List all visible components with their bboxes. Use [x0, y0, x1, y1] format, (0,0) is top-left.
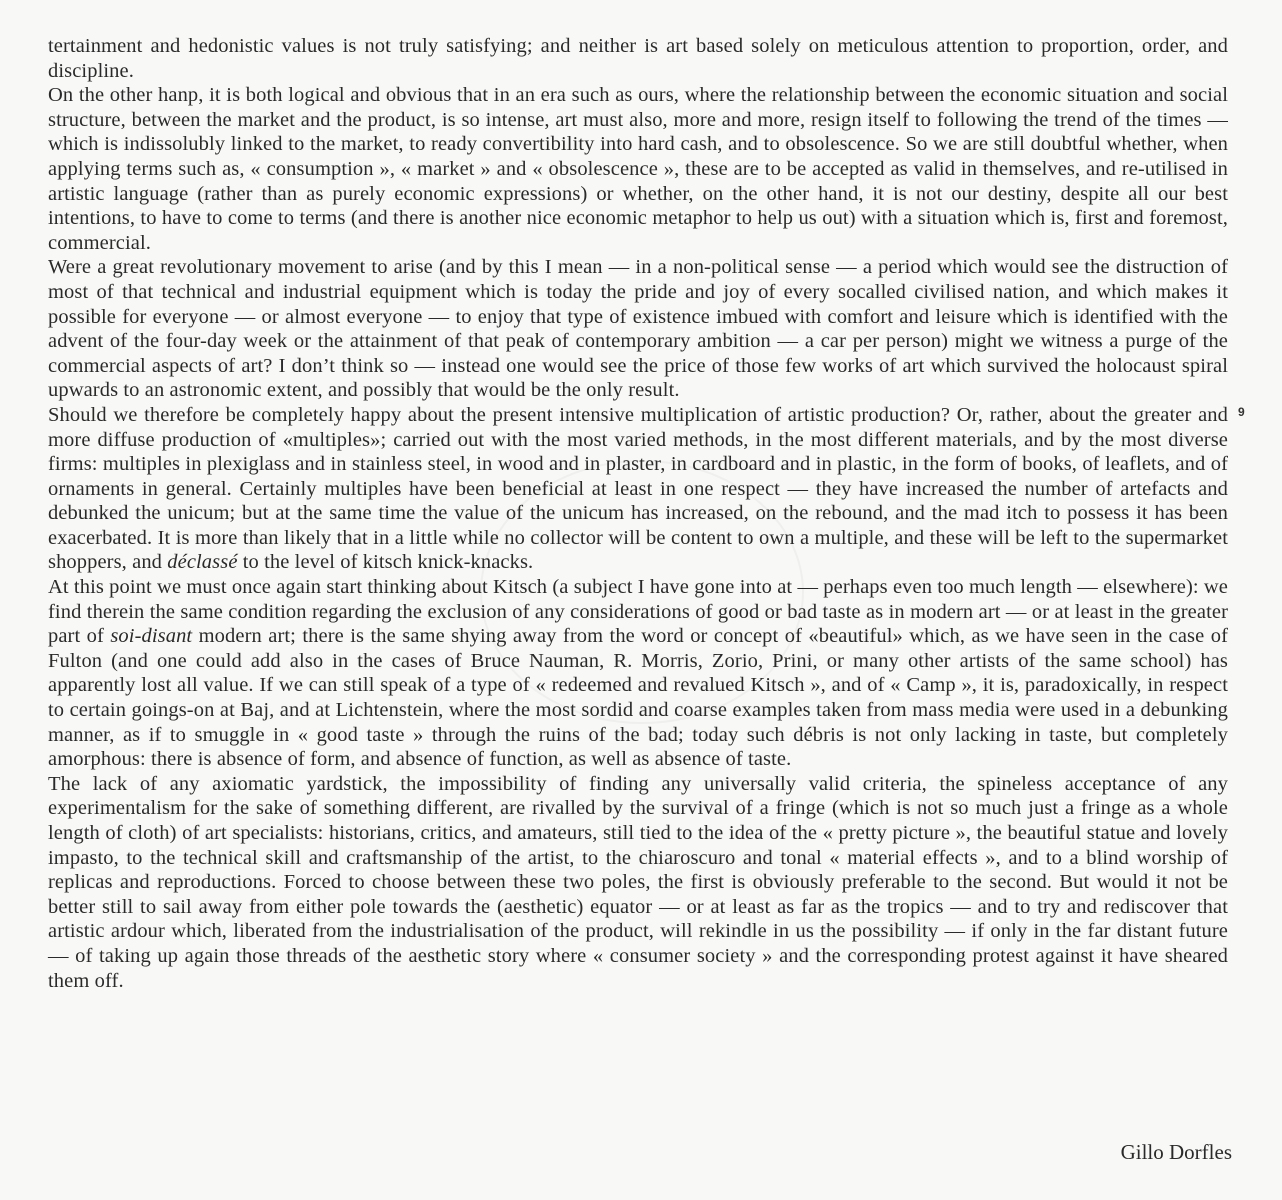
paragraph-2: On the other hanp, it is both logical and obvious that in an era such as ours, where the relationship between the economic situation and social structure, between the market and the product, is so intense, art must also, more and more, resign itself to following the trend of the times — which is indissolubly linked to the market, to ready convertibility into hard cash, and to obsolescence. So we are still doubtful whether, when applying terms such as, « consumption », « market » and « obsolescence », these are to be accepted as valid in themselves, and re-utilised in artistic language (rather than as purely economic expressions) or whether, on the other hand, it is not our destiny, despite all our best intentions, to have to come to terms (and there is another nice economic metaphor to help us out) with a situation which is, first and foremost, commercial.	[48, 84, 1228, 254]
article-body	[48, 34, 1228, 993]
author-signature: Gillo Dorfles	[1120, 1140, 1232, 1164]
paragraph-6: The lack of any axiomatic yardstick, the impossibility of finding any universally valid criteria, the spineless acceptance of any experimentalism for the sake of something different, are rivalled by the survival of a fringe (which is not so much just a fringe as a whole length of cloth) of art specialists: historians, critics, and amateurs, still tied to the idea of the « pretty picture », the beautiful statue and lovely impasto, to the technical skill and craftsmanship of the artist, to the chiaroscuro and tonal « material effects », and to a blind worship of replicas and reproductions. Forced to choose between these two poles, the first is obviously preferable to the second. But would it not be better still to sail away from either pole towards the (aesthetic) equator — or at least as far as the tropics — and to try and rediscover that artistic ardour which, liberated from the industrialisation of the product, will rekindle in us the possibility — if only in the far distant future — of taking up again those threads of the aesthetic story where « consumer society » and the corresponding protest against it have sheared them off.	[48, 772, 1228, 992]
paragraph-5-text-b: modern art; there is the same shying away from the word or concept of «beautiful» which, as we have seen in the case of Fulton (and one could add also in the cases of Bruce Nauman, R. Morris, Zorio, Prini, or many other artists of the same school) has apparently lost all value. If we can still speak of a type of « redeemed and revalued Kitsch », and of « Camp », it is, paradoxically, in respect to certain goings-on at Baj, and at Lichtenstein, where the most sordid and coarse examples taken from mass media were used in a debunking manner, as if to smuggle in « good taste » through the ruins of the bad; today such débris is not only lacking in taste, but completely amorphous: there is absence of form, and absence of function, as well as absence of taste.	[48, 625, 1229, 771]
paragraph-4-text-a: Should we therefore be completely happy about the present intensive multiplication of artistic production? Or, rather, about the greater and more diffuse production of «multiples»; carried out with the most varied methods, in the most different materials, and by the most diverse firms: multiples in plexiglass and in stainless steel, in wood and in plaster, in cardboard and in plastic, in the form of books, of leaflets, and of ornaments in general. Certainly multiples have been beneficial at least in one respect — they have increased the number of artefacts and debunked the unicum; but at the same time the value of the unicum has increased, on the rebound, and the mad itch to possess it has been exacerbated. It is more than likely that in a little while no collector will be content to own a multiple, and these will be left to the supermarket shoppers, and	[48, 403, 1228, 574]
paragraph-5	[48, 575, 1228, 772]
paragraph-5-text-a: At this point we must once again start thinking about Kitsch (a subject I have gone into at — perhaps even too much length — elsewhere): we find therein the same condition regarding the exclusion of any considerations of good or bad taste as in modern art — or at least in the greater part of	[48, 576, 1228, 648]
page-number: 9	[1238, 405, 1245, 419]
paragraph-3: Were a great revolutionary movement to arise (and by this I mean — in a non-political sense — a period which would see the distruction of most of that technical and industrial equipment which is today the pride and joy of every socalled civilised nation, and which makes it possible for everyone — or almost everyone — to enjoy that type of existence imbued with comfort and leisure which is identified with the advent of the four-day week or the attainment of that peak of contemporary ambition — a car per person) might we witness a purge of the commercial aspects of art? I don’t think so — instead one would see the price of those few works of art which survived the holocaust spiral upwards to an astronomic extent, and possibly that would be the only result.	[48, 256, 1228, 402]
paragraph-1: tertainment and hedonistic values is not truly satisfying; and neither is art based solely on meticulous attention to proportion, order, and discipline.	[48, 35, 1228, 82]
paragraph-4	[48, 403, 1228, 575]
italic-declasse: déclassé	[167, 551, 238, 574]
paragraph-4-text-b: to the level of kitsch knick-knacks.	[237, 551, 534, 574]
italic-soi-disant: soi-disant	[110, 625, 193, 648]
